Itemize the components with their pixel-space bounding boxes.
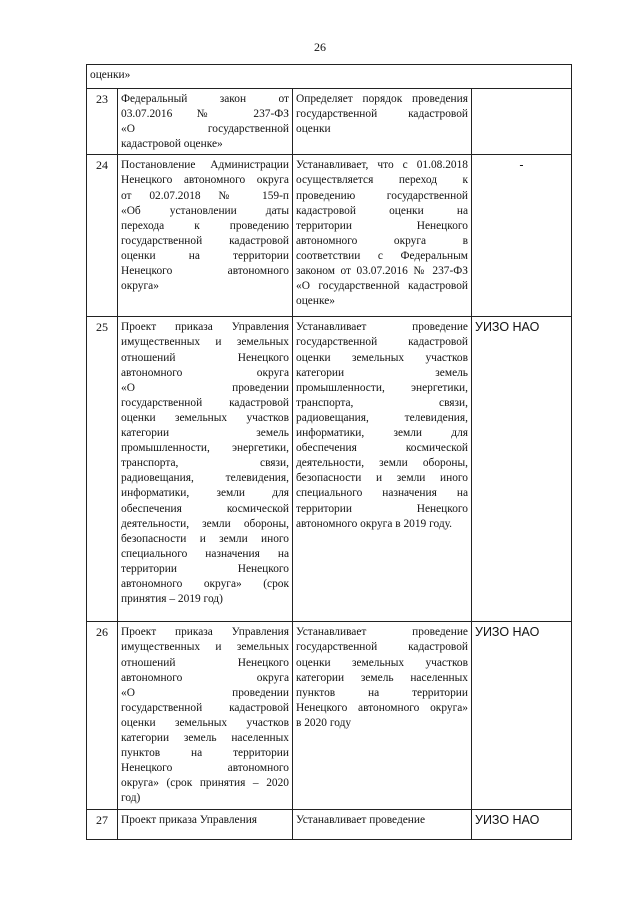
table-row xyxy=(87,155,572,317)
legal-acts-table xyxy=(86,64,572,840)
document-text-line: имущественных и земельных xyxy=(121,336,289,349)
description-text-line: осуществляется переход к xyxy=(296,174,468,187)
description-text-line: государственной кадастровой xyxy=(296,108,468,121)
description-text-line: оценки земельных участков xyxy=(296,656,468,669)
document-text-line: Проект приказа Управления xyxy=(121,321,289,334)
table-row xyxy=(87,89,572,155)
description-text-line: информатики, земли для xyxy=(296,427,468,440)
document-text-line: отношений Ненецкого xyxy=(121,351,289,364)
document-cell xyxy=(118,317,293,622)
row-number: 25 xyxy=(87,317,118,622)
row-number: 23 xyxy=(87,89,118,155)
description-text-line: государственной кадастровой xyxy=(296,336,468,349)
document-text-line: обеспечения космической xyxy=(121,502,289,515)
document-text-line: Ненецкого автономного округа xyxy=(121,174,289,187)
table-row xyxy=(87,317,572,622)
description-text-line: проведению государственной xyxy=(296,189,468,202)
document-text-line: государственной кадастровой xyxy=(121,701,289,714)
document-text-line: «О государственной xyxy=(121,123,289,136)
description-text-line: оценки xyxy=(296,123,331,136)
document-text-line: транспорта, связи, xyxy=(121,457,289,470)
continuation-cell xyxy=(87,65,572,89)
document-text-line: государственной кадастровой xyxy=(121,234,289,247)
document-text-line: округа» xyxy=(121,280,159,293)
document-text-line: Проект приказа Управления xyxy=(121,813,258,826)
responsible-cell xyxy=(472,317,572,622)
responsible-cell xyxy=(472,89,572,155)
document-text-line: Федеральный закон от xyxy=(121,93,289,105)
document-text-line: пунктов на территории xyxy=(121,747,289,760)
description-text-line: категории земель xyxy=(296,366,468,379)
document-cell xyxy=(118,155,293,317)
document-text-line: 03.07.2016 № 237-ФЗ xyxy=(121,108,289,121)
description-text-line: специального назначения на xyxy=(296,487,468,500)
document-text-line: категории земель xyxy=(121,427,289,440)
description-text-line: категории земель населенных xyxy=(296,671,468,684)
document-text-line: государственной кадастровой xyxy=(121,396,289,409)
document-text-line: кадастровой оценке» xyxy=(121,138,223,151)
description-cell xyxy=(293,809,472,839)
responsible-cell xyxy=(472,155,572,317)
document-text-line: оценки земельных участков xyxy=(121,716,289,729)
document-text-line: территории Ненецкого xyxy=(121,562,289,575)
continuation-text: оценки» xyxy=(90,69,131,81)
description-text-line: «О государственной кадастровой xyxy=(296,280,468,293)
description-text-line: соответствии с Федеральным xyxy=(296,249,468,262)
description-text-line: законом от 03.07.2016 № 237-ФЗ xyxy=(296,265,468,278)
description-cell xyxy=(293,622,472,809)
responsible-text: УИЗО НАО xyxy=(475,625,540,640)
document-text-line: автономного округа» (срок xyxy=(121,577,289,590)
description-text-line: Определяет порядок проведения xyxy=(296,93,468,105)
document-text-line: Ненецкого автономного xyxy=(121,265,289,278)
responsible-text: УИЗО НАО xyxy=(475,812,540,827)
document-text-line: оценки на территории xyxy=(121,249,289,262)
description-text-line: безопасности и земли иного xyxy=(296,472,468,485)
description-text-line: Устанавливает, что с 01.08.2018 xyxy=(296,159,468,172)
responsible-text: - xyxy=(519,158,524,173)
document-text-line: Проект приказа Управления xyxy=(121,626,289,639)
description-text-line: Ненецкого автономного округа» xyxy=(296,701,468,714)
row-number: 26 xyxy=(87,622,118,809)
document-text-line: округа» (срок принятия – 2020 xyxy=(121,777,289,790)
description-text-line: радиовещания, телевидения, xyxy=(296,411,468,424)
responsible-cell xyxy=(472,622,572,809)
description-text-line: государственной кадастровой xyxy=(296,641,468,654)
document-cell xyxy=(118,622,293,809)
row-number: 24 xyxy=(87,155,118,317)
row-number: 27 xyxy=(87,809,118,839)
responsible-text: УИЗО НАО xyxy=(475,320,540,335)
document-text-line: перехода к проведению xyxy=(121,219,289,232)
document-text-line: промышленности, энергетики, xyxy=(121,442,289,455)
document-text-line: «Об установлении даты xyxy=(121,204,289,217)
description-text-line: деятельности, земли обороны, xyxy=(296,457,468,470)
description-text-line: территории Ненецкого xyxy=(296,502,468,515)
description-text-line: автономного округа в xyxy=(296,234,468,247)
document-text-line: деятельности, земли обороны, xyxy=(121,517,289,530)
document-text-line: автономного округа xyxy=(121,671,289,684)
document-text-line: информатики, земли для xyxy=(121,487,289,500)
description-text-line: кадастровой оценки на xyxy=(296,204,468,217)
page-number: 26 xyxy=(314,40,326,54)
description-text-line: транспорта, связи, xyxy=(296,396,468,409)
document-text-line: автономного округа xyxy=(121,366,289,379)
table-row xyxy=(87,809,572,839)
document-text-line: оценки земельных участков xyxy=(121,411,289,424)
description-text-line: территории Ненецкого xyxy=(296,219,468,232)
description-text-line: пунктов на территории xyxy=(296,686,468,699)
description-text-line: оценки земельных участков xyxy=(296,351,468,364)
description-cell xyxy=(293,317,472,622)
document-text-line: специального назначения на xyxy=(121,547,289,560)
description-text-line: оценке» xyxy=(296,295,335,308)
description-cell xyxy=(293,155,472,317)
document-text-line: от 02.07.2018 № 159-п xyxy=(121,189,289,202)
document-cell xyxy=(118,89,293,155)
document-text-line: категории земель населенных xyxy=(121,732,289,745)
continuation-row xyxy=(87,65,572,89)
document-text-line: Постановление Администрации xyxy=(121,159,289,172)
document-text-line: год) xyxy=(121,792,141,805)
description-text-line: промышленности, энергетики, xyxy=(296,381,468,394)
document-text-line: принятия – 2019 год) xyxy=(121,593,223,606)
description-text-line: Устанавливает проведение xyxy=(296,626,468,639)
description-text-line: обеспечения космической xyxy=(296,442,468,455)
responsible-cell xyxy=(472,809,572,839)
description-text-line: автономного округа в 2019 году. xyxy=(296,517,453,530)
description-text-line: в 2020 году xyxy=(296,716,352,729)
document-text-line: радиовещания, телевидения, xyxy=(121,472,289,485)
document-text-line: Ненецкого автономного xyxy=(121,762,289,775)
table-row xyxy=(87,622,572,809)
description-text-line: Устанавливает проведение xyxy=(296,813,426,826)
document-text-line: «О проведении xyxy=(121,381,289,394)
document-cell xyxy=(118,809,293,839)
document-text-line: отношений Ненецкого xyxy=(121,656,289,669)
document-text-line: имущественных и земельных xyxy=(121,641,289,654)
document-text-line: «О проведении xyxy=(121,686,289,699)
description-text-line: Устанавливает проведение xyxy=(296,321,468,334)
description-cell xyxy=(293,89,472,155)
document-text-line: безопасности и земли иного xyxy=(121,532,289,545)
